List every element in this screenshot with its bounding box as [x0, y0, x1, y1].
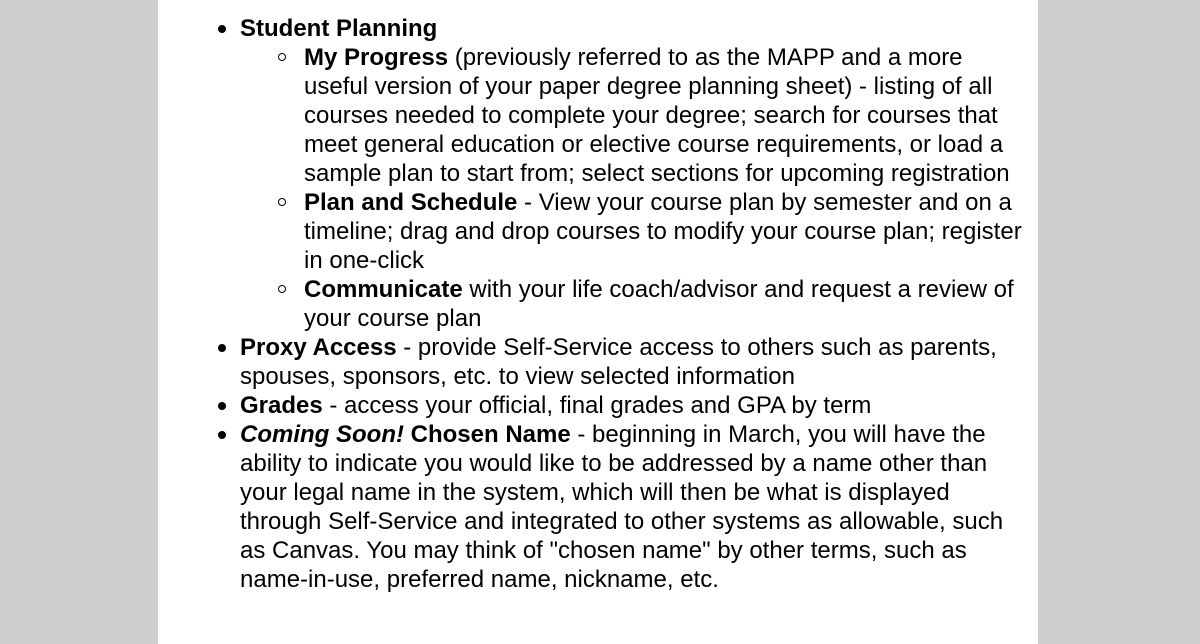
- disc-bullet-icon: [218, 25, 226, 33]
- item-title: Student Planning: [240, 15, 438, 42]
- list-item-proxy-access: [240, 333, 1030, 391]
- item-title: Chosen Name: [403, 421, 571, 448]
- sublist-item-communicate: [304, 275, 1030, 333]
- disc-bullet-icon: [218, 344, 226, 352]
- circle-bullet-icon: [278, 53, 286, 61]
- item-title: My Progress: [304, 44, 449, 71]
- item-title: Communicate: [304, 276, 463, 303]
- document-page: [158, 0, 1038, 644]
- sublist-item-plan-and-schedule: [304, 188, 1030, 275]
- circle-bullet-icon: [278, 198, 286, 206]
- list-item-chosen-name: [240, 420, 1030, 594]
- item-text: (previously referred to as the MAPP and a more useful version of your paper degree planning sheet) - listing of all courses needed to complete your degree; search for courses that meet general education or elective course requirements, or load a sample plan to start from; select sections for upcoming registration: [304, 44, 1010, 187]
- feature-list: [240, 14, 1030, 594]
- item-text: - access your official, final grades and GPA by term: [322, 392, 872, 419]
- item-text: - View your course plan by semester and on a timeline; drag and drop courses to modify your course plan; register in one-click: [304, 189, 1022, 274]
- sublist-item-my-progress: [304, 43, 1030, 188]
- item-text: - beginning in March, you will have the ability to indicate you would like to be addressed by a name other than your legal name in the system, which will then be what is displayed through Self-Service and integrated to other systems as allowable, such as Canvas. You may think of "chosen name" by other terms, such as name-in-use, preferred name, nickname, etc.: [240, 421, 1004, 593]
- item-title: Grades: [240, 392, 323, 419]
- document-content: [240, 14, 1030, 594]
- item-text: with your life coach/advisor and request a review of your course plan: [304, 276, 1014, 332]
- list-item-student-planning: [240, 14, 1030, 333]
- item-title: Plan and Schedule: [304, 189, 518, 216]
- item-text: - provide Self-Service access to others such as parents, spouses, sponsors, etc. to view selected information: [240, 334, 997, 390]
- coming-soon-label: Coming Soon!: [240, 421, 404, 448]
- item-title: Proxy Access: [240, 334, 397, 361]
- student-planning-sublist: [240, 43, 1030, 333]
- disc-bullet-icon: [218, 431, 226, 439]
- disc-bullet-icon: [218, 402, 226, 410]
- list-item-grades: [240, 391, 1030, 420]
- circle-bullet-icon: [278, 285, 286, 293]
